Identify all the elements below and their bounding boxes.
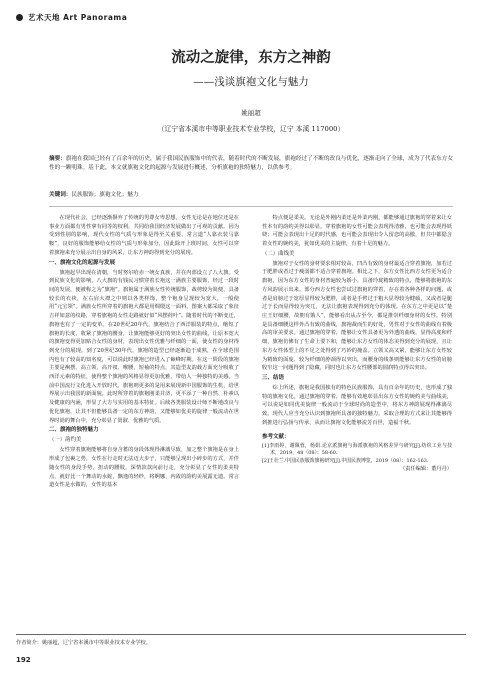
footnote-divider (16, 634, 466, 635)
body-paragraph: 特点便是柔美。无论是外刚内柔还是外柔内刚，都能够通过旗袍的穿着来让女性本有的韵约美得以彰显。穿着旗袍的女性可能会表现得清雅，也可能会表现得妖娆；可能会表现出十足的时代感，也可能会表现出令人留恋的高傲，但共中都隐含着女性的婉约美，犹如优美的主旋律，有着十足的魅力。 (262, 215, 452, 248)
keywords-label: 关键词： (49, 192, 72, 198)
references-heading: 参考文献： (262, 433, 290, 440)
article-title: 流动之旋律，东方之神韵 (171, 49, 331, 66)
page-number: 192 (16, 656, 31, 664)
section-heading: 三、结语 (262, 374, 285, 381)
subsection-heading: （二）曲线美 (262, 250, 295, 257)
subsection-heading: （一）韵约美 (49, 437, 82, 444)
header-divider (49, 206, 453, 207)
abstract-label: 摘要： (49, 156, 66, 162)
abstract-text: 旗袍在我国已经有了百余年的历史，属于我国民族服饰中的代表，随着时代的不断发展，旗袍经过了不断的改良与优化，逐渐走向了全球，成为了代表东方女性的一颗明珠。基于此，本文就旗袍文化的起源与发展进行概述，分析旗袍的独特魅力，以供参考。 (49, 156, 453, 171)
section-heading: 二、旗袍的独特魅力 (49, 427, 99, 434)
abstract (49, 155, 453, 173)
body-paragraph: 综上所述，旗袍是我国独有的特色民族服饰，具有百余年的历史，也形成了独特的旗袍文化。通过旗袍的穿着，能够有效地彰显出东方女性的婉约美与曲线美，可以说是如同优美旋律一般流动于全球时尚的造型中，将东方神韵展现得淋漓尽致。现代人应当充分认识到旗袍所具备的独特魅力，采取合理的方式来让其能够得到推进行弘扬与传承，从而让旗袍文化能够流芳百世，造福千秋。 (262, 385, 452, 426)
body-paragraph: 旗袍起早出现在清朝，当时努尔哈赤一统女真族，并在内部设立了八大旗。受到民族文化的影响，八大旗的有钱民习惯穿着长袍这一满族主要服饰，经过一段时间的发展，便被称之为“旗袍”。旗袍属于满族女性传统服饰，裁剪较为简便，具备较长的衣袂，在右肩大襟之中则以各类样饰，整个袍身呈现较为宽大，一般使用“元宝领”。满族女性所穿着的旗袍大都是用绸缎这一面料，图案大都采取了象征吉祥如意的纹路，穿着旗袍的女性走路就好似“风摆荷叶”。随着时代的不断变迁，旗袍也有了一定的变革。在20世纪20年代，旗袍结合了西洋服装的特点，缩短了旗袍的长度，收紧了旗袍的腰身，让旗袍能够更好的突出女性的曲线，让原本宽大的旗袍变得更加贴合女性的身材，表现出女性优雅与纤细的一面，使女性的身材得到充分的展现。到了20世纪30年代，旗袍的造型已经逐渐趋于成熟，在全球范围内也有了较高的知名度，可以说此时旗袍已经进入了巅峰时期。在这一阶段的旗袍主要是裥摆、高立领、高开衩、喉腰、短袖的特点，其造型友韵载方面充分吸收了西洋元素的特征，使得整个旗袍的风格显得更加优雅，带给人一种独特的美感。当前中国流行文化进入开放时代，旗袍则更多的是用来展现新中国服饰的生机，给世界展示出我国的新面貌。此时所穿着的旗袍刚柔并济，更平添了一种自然、朴素以及健康的内涵，形显了大方与实用的基本特征。后续各类服装设计师不断地改良与优化旗袍，让其不但能够具备一定的东方神韵，又能够如优美的旋律一般流动在世界时尚的舞台中，充分彰显了贤淑、优雅的气质。 (49, 269, 239, 424)
section-tag: 艺术天地 Art Panorama (28, 13, 128, 22)
section-header (16, 12, 127, 23)
author-affiliation: （辽宁省本溪市中等职业技术专业学校，辽宁 本溪 117000） (157, 125, 345, 133)
bullet-dot-icon (16, 14, 23, 21)
body-column-left (49, 214, 239, 490)
author-name: 姚丽超 (241, 109, 261, 117)
keywords-text: 民族服饰；旗袍文化；魅力 (71, 192, 139, 198)
reference-item: [2]王壮兰.中国民族服饰旗袍研究[J].中国民族博览，2019（08）：162-163. (262, 457, 429, 464)
section-heading: 一、旗袍文化的起源与发展 (49, 259, 116, 266)
author-footnote: 作者简介：姚丽超，辽宁省本溪市中等职业技术专业学校。 (16, 640, 151, 646)
article-subtitle: ——浅谈旗袍文化与魅力 (193, 76, 309, 88)
keywords (49, 190, 453, 198)
body-column-right (262, 214, 452, 474)
body-paragraph: 旗袍对于女性的身材要求相对较高，凹凸有致的身材最适合穿着旗袍，加若过于肥胖或者过于瘦弱都不适合穿着旗袍。相比之下，东方女性比西方女性更为适合旗袍，因为东方女性的身材普遍较为娇小，具备玲珑精致的特点，能够将旗袍的东方风韵展示出来。部分西方女性也尝试过旗袍的穿着，存在着各种各样的问题，或者是肩膀过于宽厚显得较为肥胖，或者是手臂过于粗大显得较为健硕，又或者是腿过于长而显得较为突兀，无法让旗袍表现得到充分的体现。在东方之中更是以“楚庄王好细腰，故朝有饿人”，能够看出从古至今，都是推崇纤细身材的女性。特别是具备细腰这样外凸有致的曲线，旗袍裁而生的好处，男性对于女性的曲线有着极高的审美要求。通过旗袍的穿着，能够让女性具备更为外透的曲线，显得高度和纤细，旗袍仿佛有了生命上要下和，能够让东方女性的体态美得到充分的展现，且让东方女性体型上的不足之处得到了巧妙的掩盖。立领又高又紧，能够让东方女性较为精致的面庞、较为纤细的脖颈得以突出，而腰身的线条则能够让东方女性的肩膀收窄这一问题得到了隐藏，同时也让东方女性腰部的圆润特点得以突出。 (262, 260, 452, 372)
responsible-editor: （责任编辑：董丹丹） (400, 466, 452, 473)
reference-item: [1]李雨婷，谢佩蓉，杨娟.论京派旗袍与海派旗袍的风格差异与研究[J].纺织工业与技术，2019，48（08）：58-60. (262, 442, 452, 457)
body-paragraph: 女性穿着旗袍能够将自身含蓄的身段体现得淋漓尽致，加之整个旗袍是在身上形成了包裹之势，女性在行走时无法迈大步子，只能够呈现出小碎步的方式，并伴随女性的身段手势，扭动的腰肢，深情款款向前行走，充分彰显了女性的柔美特点，就好比一个舞动的水蛇，飘逸的轻纱，将婀娜、内敛的韵约美展露无遗。常言道女性是水做的，女性的基本 (49, 447, 239, 489)
body-paragraph: 在现代社会，已经逐渐摒弃了传统的男尊女卑思想，女性无论是在地位还是在事业方面都有男性拿有同等的权利，共同给我国经济发展做出了可观的贡献。因为受到性别的影响，现代女性的气质与形象是得至关重要，常言道“人靠衣装马靠鞍”，良好的服饰能够给女性的气质与形象加分，因此除开上班时间，女性可以穿着旗袍来充分展示出自身的风采，让东方神韵得到充分的展现。 (49, 215, 239, 256)
